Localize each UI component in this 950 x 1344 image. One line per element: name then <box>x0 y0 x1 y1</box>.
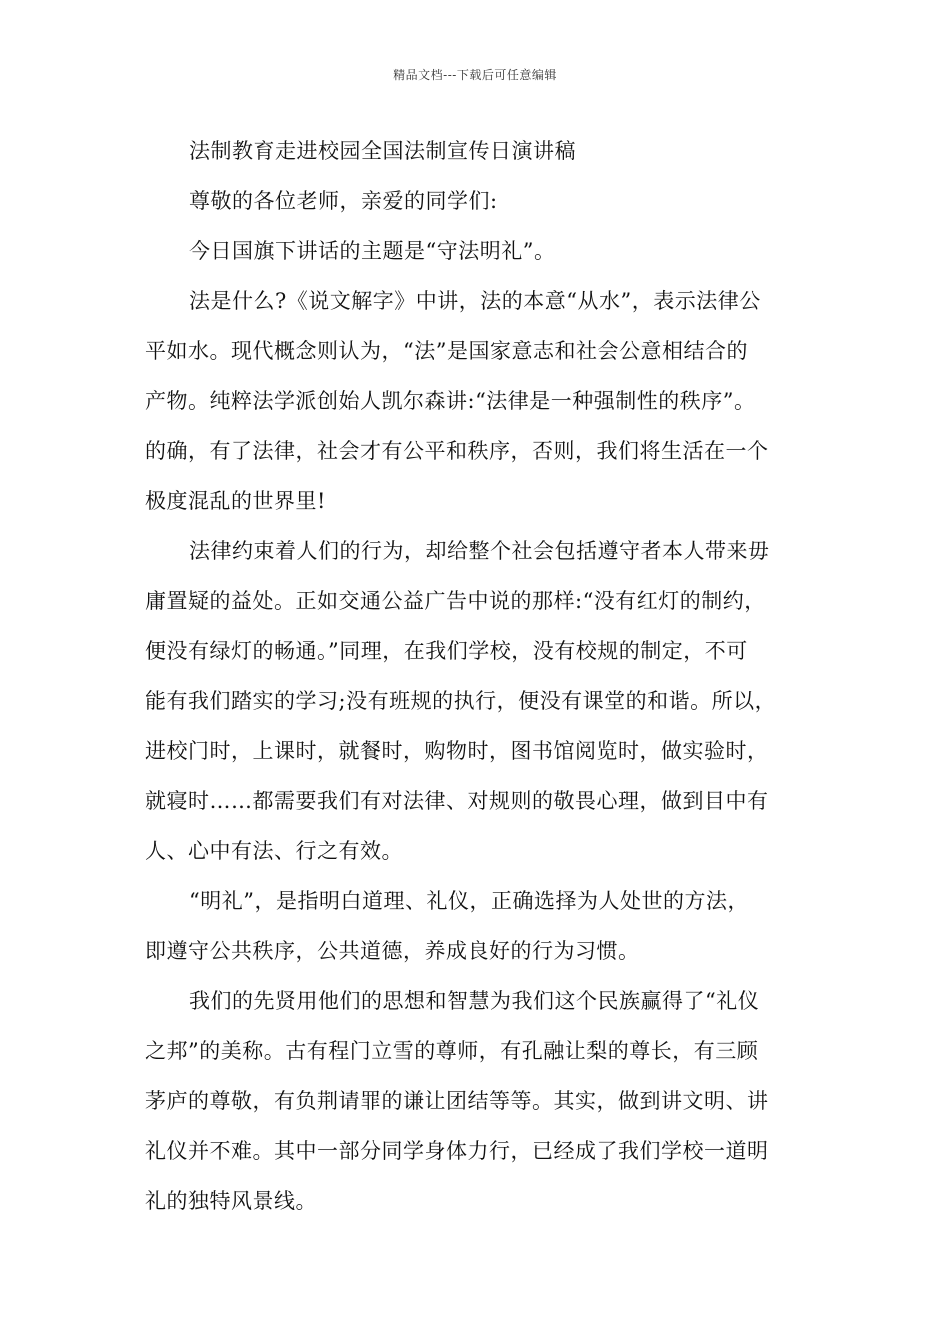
text-line: “明礼”，是指明白道理、礼仪，正确选择为人处世的方法， <box>189 889 749 913</box>
text-line: 即遵守公共秩序，公共道德，养成良好的行为习惯。 <box>145 939 640 963</box>
text-line: 法律约束着人们的行为，却给整个社会包括遵守者本人带来毋 <box>189 539 770 563</box>
text-line: 法是什么?《说文解字》中讲，法的本意“从水”，表示法律公 <box>189 289 761 313</box>
text-line: 礼仪并不难。其中一部分同学身体力行，已经成了我们学校一道明 <box>145 1139 769 1163</box>
text-line: 极度混乱的世界里! <box>145 489 326 513</box>
text-line: 便没有绿灯的畅通。”同理，在我们学校，没有校规的制定，不可 <box>145 639 748 663</box>
text-line: 庸置疑的益处。正如交通公益广告中说的那样:“没有红灯的制约， <box>145 589 766 613</box>
text-line: 平如水。现代概念则认为，“法”是国家意志和社会公意相结合的 <box>145 339 748 363</box>
text-line: 礼的独特风景线。 <box>145 1189 317 1213</box>
text-line: 我们的先贤用他们的思想和智慧为我们这个民族赢得了“礼仪 <box>189 989 760 1013</box>
document-body <box>145 126 825 1226</box>
document-title: 法制教育走进校园全国法制宣传日演讲稿 <box>189 139 576 163</box>
text-line: 就寝时……都需要我们有对法律、对规则的敬畏心理，做到目中有 <box>145 789 769 813</box>
salutation: 尊敬的各位老师，亲爱的同学们: <box>189 189 498 213</box>
text-line: 能有我们踏实的学习;没有班规的执行，便没有课堂的和谐。所以， <box>145 689 777 713</box>
text-line: 今日国旗下讲话的主题是“守法明礼”。 <box>189 239 556 263</box>
text-line: 人、心中有法、行之有效。 <box>145 839 403 863</box>
page-header: 精品文档---下载后可任意编辑 <box>393 68 557 82</box>
text-line: 之邦”的美称。古有程门立雪的尊师，有孔融让梨的尊长，有三顾 <box>145 1039 759 1063</box>
text-line: 产物。纯粹法学派创始人凯尔森讲:“法律是一种强制性的秩序”。 <box>145 389 756 413</box>
text-line: 的确，有了法律，社会才有公平和秩序，否则，我们将生活在一个 <box>145 439 769 463</box>
text-line: 茅庐的尊敬，有负荆请罪的谦让团结等等。其实，做到讲文明、讲 <box>145 1089 769 1113</box>
text-line: 进校门时，上课时，就餐时，购物时，图书馆阅览时，做实验时， <box>145 739 769 763</box>
